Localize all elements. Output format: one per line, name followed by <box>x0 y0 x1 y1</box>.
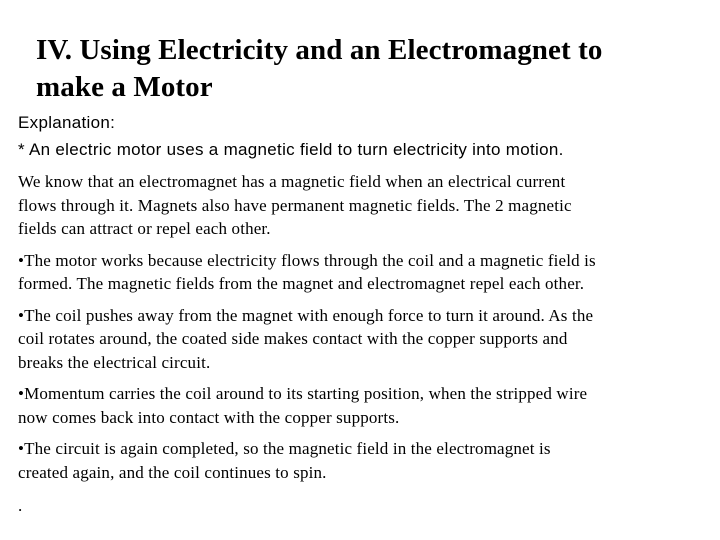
paragraph-line: •The motor works because electricity flows through the coil and a magnetic field is <box>18 250 596 270</box>
paragraph-line: •Momentum carries the coil around to its starting position, when the stripped wire <box>18 384 588 403</box>
paragraph-line: fields can attract or repel each other. <box>18 219 271 238</box>
paragraph-line: flows through it. Magnets also have permanent magnetic fields. The 2 magnetic <box>18 195 572 215</box>
paragraph-line: breaks the electrical circuit. <box>18 352 211 372</box>
paragraph-line: formed. The magnetic fields from the magnet and electromagnet repel each other. <box>18 274 585 293</box>
paragraph-line: •The coil pushes away from the magnet with enough force to turn it around. As the <box>18 305 594 325</box>
bullet-circuit-completed <box>18 437 708 484</box>
bullet-motor-works <box>18 249 708 296</box>
paragraph-line: now comes back into contact with the copper supports. <box>18 407 400 427</box>
explanation-label: Explanation: <box>18 113 116 132</box>
paragraph-line: We know that an electromagnet has a magnetic field when an electrical current <box>18 172 566 191</box>
paragraph-line: •The circuit is again completed, so the magnetic field in the electromagnet is <box>18 439 551 458</box>
slide-title-line: make a Motor <box>36 71 213 103</box>
bullet-momentum <box>18 382 708 429</box>
slide-title-line: IV. Using Electricity and an Electromagnet to <box>36 34 603 66</box>
slide-body <box>18 170 708 492</box>
bullet-coil-pushes <box>18 304 708 375</box>
trailing-dot: . <box>18 496 23 515</box>
paragraph-intro <box>18 170 708 241</box>
explanation-text: * An electric motor uses a magnetic field to turn electricity into motion. <box>18 140 564 159</box>
paragraph-line: created again, and the coil continues to spin. <box>18 462 327 482</box>
slide-title <box>36 32 706 106</box>
paragraph-line: coil rotates around, the coated side makes contact with the copper supports and <box>18 329 568 348</box>
